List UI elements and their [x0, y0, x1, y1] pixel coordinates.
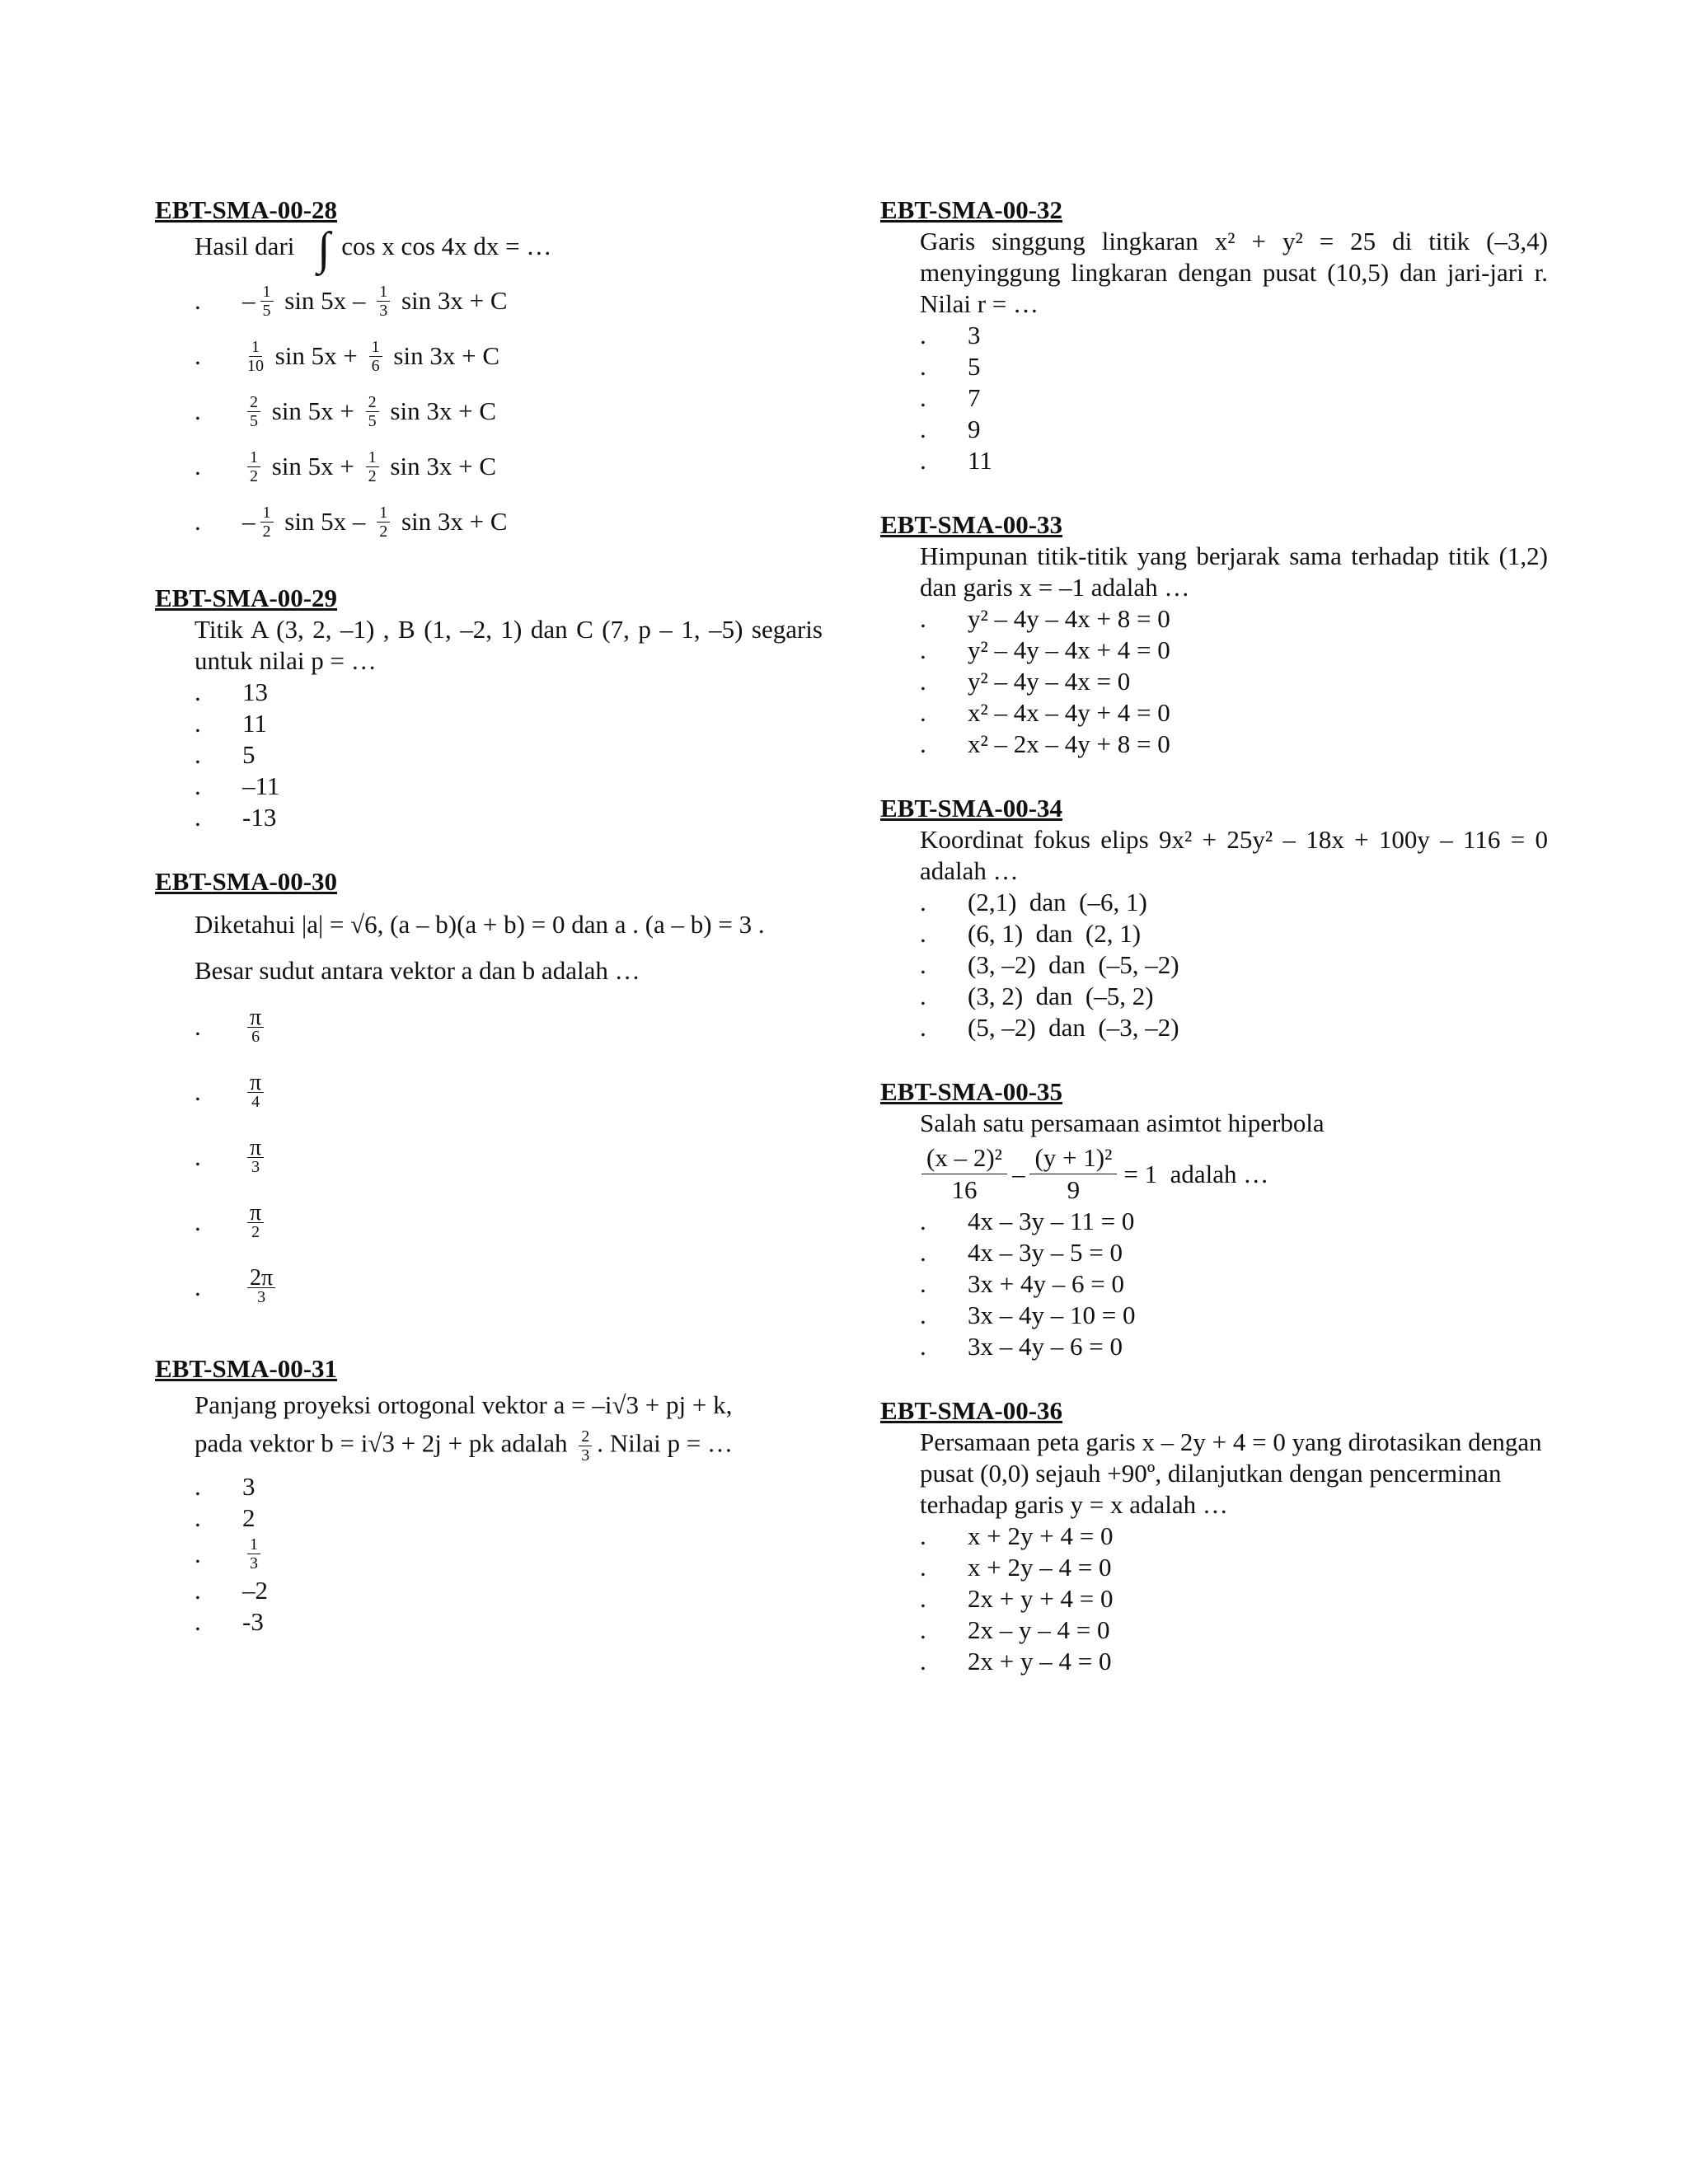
- option-c[interactable]: [195, 739, 823, 771]
- option-marker: .: [195, 1142, 201, 1172]
- option-mid: sin 5x +: [269, 341, 364, 371]
- option-text: 2x + y – 4 = 0: [968, 1647, 1112, 1675]
- option-d[interactable]: [920, 981, 1548, 1012]
- answer-options: [920, 1521, 1548, 1677]
- question-stem: Koordinat fokus elips 9x² + 25y² – 18x + 100y – 116 = 0 adalah …: [920, 825, 1548, 885]
- option-a[interactable]: [920, 1521, 1548, 1552]
- option-marker: .: [195, 452, 201, 481]
- fraction: $\frac{1}{2}$: [377, 504, 390, 541]
- option-text: (3, 2) dan (–5, 2): [968, 982, 1154, 1010]
- fraction: $\frac{\pi}{3}$: [247, 1139, 264, 1176]
- option-marker: .: [195, 677, 201, 706]
- fraction: $\frac{2}{5}$: [366, 393, 379, 430]
- option-sign: –: [242, 507, 256, 537]
- option-marker: .: [920, 1584, 926, 1613]
- option-text: 2: [242, 1502, 256, 1532]
- question-28: [155, 194, 823, 550]
- option-text: 9: [968, 415, 981, 443]
- left-column: [155, 194, 823, 1671]
- option-a[interactable]: [195, 995, 823, 1060]
- option-d[interactable]: [920, 1615, 1548, 1646]
- option-marker: .: [920, 1269, 926, 1298]
- option-marker: .: [920, 635, 926, 664]
- question-30: [155, 866, 823, 1320]
- stem-text: . Nilai p = …: [597, 1428, 734, 1458]
- option-marker: .: [195, 507, 201, 537]
- option-marker: .: [920, 982, 926, 1010]
- integrand: cos x cos 4x dx = …: [341, 232, 552, 260]
- answer-options: [920, 1206, 1548, 1362]
- option-marker: .: [920, 415, 926, 443]
- answer-options: [920, 887, 1548, 1043]
- option-text: 11: [242, 708, 267, 738]
- option-marker: .: [195, 739, 201, 769]
- fraction: $\frac{\pi}{2}$: [247, 1204, 264, 1241]
- option-text: 4x – 3y – 5 = 0: [968, 1238, 1123, 1267]
- fraction: $\frac{1}{3}$: [247, 1535, 260, 1572]
- option-marker: .: [920, 1013, 926, 1042]
- option-e[interactable]: [195, 1255, 823, 1320]
- option-text: x + 2y – 4 = 0: [968, 1553, 1112, 1582]
- option-marker: .: [920, 1238, 926, 1267]
- stem-text: pada vektor b = i√3 + 2j + pk adalah: [195, 1428, 568, 1458]
- stem-line-1: Panjang proyeksi ortogonal vektor a = –i√3 + pj + k,: [195, 1390, 733, 1419]
- fraction: $\frac{1}{2}$: [366, 448, 379, 485]
- option-marker: .: [195, 1077, 201, 1107]
- answer-options: [920, 603, 1548, 760]
- option-marker: .: [920, 1332, 926, 1361]
- question-stem: Titik A (3, 2, –1) , B (1, –2, 1) dan C (7, p – 1, –5) segaris untuk nilai p = …: [195, 614, 823, 675]
- option-e[interactable]: [195, 802, 823, 833]
- question-stem: [195, 909, 823, 987]
- option-c[interactable]: [920, 1583, 1548, 1615]
- option-e[interactable]: [920, 445, 1548, 476]
- question-title: EBT-SMA-00-33: [880, 510, 1063, 539]
- stem-text: Salah satu persamaan asimtot hiperbola: [920, 1108, 1325, 1137]
- option-marker: .: [920, 888, 926, 916]
- integral-sign: ∫: [317, 223, 331, 274]
- option-b[interactable]: [195, 1060, 823, 1125]
- fraction: $\frac{2\pi}{3}$: [247, 1269, 275, 1306]
- option-e[interactable]: [920, 1646, 1548, 1677]
- stem-line-1: Diketahui |a| = √6, (a – b)(a + b) = 0 dan a . (a – b) = 3 .: [195, 909, 765, 939]
- option-tail: sin 3x + C: [383, 396, 497, 426]
- fraction: $\frac{1}{2}$: [260, 504, 274, 541]
- question-36: [880, 1395, 1548, 1677]
- option-text: (5, –2) dan (–3, –2): [968, 1013, 1179, 1042]
- option-marker: .: [195, 1502, 201, 1532]
- option-marker: .: [920, 1553, 926, 1582]
- fraction: $\frac{1}{5}$: [260, 283, 274, 320]
- stem-line-2: [195, 1427, 823, 1465]
- option-d[interactable]: [920, 414, 1548, 445]
- option-d[interactable]: [195, 1190, 823, 1255]
- option-c[interactable]: [195, 384, 823, 439]
- option-marker: .: [920, 667, 926, 696]
- option-marker: .: [920, 1521, 926, 1550]
- question-stem: [195, 223, 823, 274]
- option-e[interactable]: [920, 729, 1548, 760]
- option-marker: .: [920, 950, 926, 979]
- option-text: 7: [968, 383, 981, 412]
- option-text: 5: [968, 352, 981, 381]
- option-a[interactable]: [920, 887, 1548, 918]
- option-marker: .: [920, 446, 926, 475]
- option-marker: .: [195, 1012, 201, 1042]
- minus-sign: –: [1011, 1159, 1025, 1188]
- fraction: $\frac{2}{3}$: [579, 1427, 592, 1465]
- question-31: [155, 1353, 823, 1638]
- option-b[interactable]: [920, 1237, 1548, 1268]
- question-stem: Garis singgung lingkaran x² + y² = 25 di titik (–3,4) menyinggung lingkaran dengan pusat (10,5) dan jari-jari r. Nilai r = …: [920, 227, 1548, 318]
- option-b[interactable]: [195, 708, 823, 739]
- option-d[interactable]: [920, 697, 1548, 729]
- option-c[interactable]: [920, 1268, 1548, 1300]
- option-text: 3x – 4y – 10 = 0: [968, 1301, 1136, 1329]
- fraction: $\frac{1}{6}$: [369, 338, 382, 375]
- option-a[interactable]: [195, 274, 823, 329]
- option-b[interactable]: [920, 918, 1548, 949]
- option-a[interactable]: [920, 1206, 1548, 1237]
- option-text: x² – 2x – 4y + 8 = 0: [968, 729, 1170, 758]
- option-e[interactable]: [920, 1012, 1548, 1043]
- option-marker: .: [920, 1615, 926, 1644]
- question-title: EBT-SMA-00-30: [155, 866, 338, 896]
- option-text: (3, –2) dan (–5, –2): [968, 950, 1179, 979]
- question-title: EBT-SMA-00-36: [880, 1396, 1063, 1425]
- option-marker: .: [920, 383, 926, 412]
- question-stem: [920, 1108, 1548, 1206]
- question-title: EBT-SMA-00-34: [880, 794, 1063, 823]
- question-title: EBT-SMA-00-29: [155, 583, 338, 612]
- answer-options: [920, 320, 1548, 476]
- option-marker: .: [920, 729, 926, 758]
- option-marker: .: [920, 352, 926, 381]
- answer-options: [195, 274, 823, 550]
- fraction: $\frac{\text{(y + 1)²}}{9}$: [1029, 1142, 1117, 1206]
- option-marker: .: [920, 1647, 926, 1675]
- equation-tail: = 1 adalah …: [1123, 1159, 1269, 1188]
- fraction: $\frac{1}{2}$: [247, 448, 260, 485]
- option-marker: .: [920, 698, 926, 727]
- option-marker: .: [195, 1272, 201, 1302]
- option-text: 4x – 3y – 11 = 0: [968, 1207, 1135, 1235]
- option-marker: .: [920, 1301, 926, 1329]
- option-marker: .: [195, 708, 201, 738]
- question-stem: Himpunan titik-titik yang berjarak sama terhadap titik (1,2) dan garis x = –1 adalah …: [920, 541, 1548, 602]
- option-marker: .: [195, 1207, 201, 1237]
- option-b[interactable]: [195, 1502, 823, 1534]
- option-c[interactable]: [920, 382, 1548, 414]
- hyperbola-equation: [920, 1142, 1548, 1206]
- option-c[interactable]: [195, 1534, 823, 1575]
- option-text: 11: [968, 446, 992, 475]
- question-35: [880, 1076, 1548, 1362]
- option-text: y² – 4y – 4x + 8 = 0: [968, 604, 1170, 633]
- option-text: x² – 4x – 4y + 4 = 0: [968, 698, 1170, 727]
- question-title: EBT-SMA-00-31: [155, 1353, 338, 1383]
- option-text: –11: [242, 771, 280, 800]
- option-a[interactable]: [195, 1471, 823, 1502]
- option-b[interactable]: [195, 329, 823, 384]
- option-mid: sin 5x –: [278, 286, 373, 316]
- option-marker: .: [195, 286, 201, 316]
- option-text: -13: [242, 802, 277, 832]
- option-text: 13: [242, 677, 268, 706]
- option-text: –2: [242, 1575, 268, 1605]
- question-title: EBT-SMA-00-28: [155, 195, 338, 224]
- option-b[interactable]: [920, 1552, 1548, 1583]
- option-a[interactable]: [920, 603, 1548, 635]
- option-mid: sin 5x –: [278, 507, 373, 537]
- option-marker: .: [920, 919, 926, 948]
- option-e[interactable]: [195, 494, 823, 550]
- question-title: EBT-SMA-00-32: [880, 195, 1063, 224]
- fraction: $\frac{\text{(x – 2)²}}{16}$: [921, 1142, 1007, 1206]
- option-mid: sin 5x +: [265, 396, 361, 426]
- question-stem: [195, 1390, 823, 1465]
- question-34: [880, 793, 1548, 1043]
- option-text: 2x + y + 4 = 0: [968, 1584, 1114, 1613]
- option-marker: .: [195, 771, 201, 800]
- question-29: [155, 583, 823, 833]
- option-text: 3: [968, 321, 981, 349]
- option-text: 3x + 4y – 6 = 0: [968, 1269, 1124, 1298]
- option-tail: sin 3x + C: [395, 286, 508, 316]
- option-text: (6, 1) dan (2, 1): [968, 919, 1142, 948]
- option-c[interactable]: [195, 1125, 823, 1190]
- fraction: $\frac{2}{5}$: [247, 393, 260, 430]
- stem-prefix: Hasil dari: [195, 232, 295, 260]
- option-d[interactable]: [195, 771, 823, 802]
- option-marker: .: [920, 321, 926, 349]
- question-stem: Persamaan peta garis x – 2y + 4 = 0 yang dirotasikan dengan pusat (0,0) sejauh +90º, dilanjutkan dengan pencerminan terhadap garis y = x adalah …: [920, 1427, 1542, 1519]
- stem-line-2: Besar sudut antara vektor a dan b adalah …: [195, 955, 640, 985]
- option-text: x + 2y + 4 = 0: [968, 1521, 1114, 1550]
- option-mid: sin 5x +: [265, 452, 361, 481]
- option-marker: .: [195, 1606, 201, 1636]
- option-marker: .: [195, 1575, 201, 1605]
- option-text: 5: [242, 739, 256, 769]
- question-33: [880, 509, 1548, 760]
- answer-options: [195, 995, 823, 1320]
- fraction: $\frac{1}{10}$: [247, 337, 264, 375]
- option-text: 3x – 4y – 6 = 0: [968, 1332, 1123, 1361]
- option-marker: .: [195, 341, 201, 371]
- option-marker: .: [195, 1539, 201, 1568]
- option-e[interactable]: [195, 1606, 823, 1638]
- option-b[interactable]: [920, 351, 1548, 382]
- option-d[interactable]: [195, 439, 823, 494]
- option-d[interactable]: [920, 1300, 1548, 1331]
- option-d[interactable]: [195, 1575, 823, 1606]
- option-text: y² – 4y – 4x = 0: [968, 667, 1131, 696]
- option-a[interactable]: [920, 320, 1548, 351]
- option-marker: .: [920, 1207, 926, 1235]
- option-text: 2x – y – 4 = 0: [968, 1615, 1110, 1644]
- option-text: (2,1) dan (–6, 1): [968, 888, 1147, 916]
- option-e[interactable]: [920, 1331, 1548, 1362]
- option-c[interactable]: [920, 666, 1548, 697]
- option-marker: .: [195, 1471, 201, 1501]
- option-text: y² – 4y – 4x + 4 = 0: [968, 635, 1170, 664]
- option-marker: .: [195, 396, 201, 426]
- option-text: 3: [242, 1471, 256, 1501]
- answer-options: [195, 677, 823, 833]
- option-tail: sin 3x + C: [383, 452, 497, 481]
- option-tail: sin 3x + C: [387, 341, 500, 371]
- question-32: [880, 194, 1548, 476]
- option-b[interactable]: [920, 635, 1548, 666]
- answer-options: [195, 1471, 823, 1638]
- option-c[interactable]: [920, 949, 1548, 981]
- option-text: -3: [242, 1606, 264, 1636]
- option-sign: –: [242, 286, 256, 316]
- option-marker: .: [195, 802, 201, 832]
- option-tail: sin 3x + C: [395, 507, 508, 537]
- fraction: $\frac{\pi}{6}$: [247, 1009, 264, 1046]
- option-a[interactable]: [195, 677, 823, 708]
- question-title: EBT-SMA-00-35: [880, 1077, 1063, 1106]
- fraction: $\frac{\pi}{4}$: [247, 1074, 264, 1111]
- right-column: [880, 194, 1548, 1710]
- fraction: $\frac{1}{3}$: [377, 283, 390, 320]
- option-marker: .: [920, 604, 926, 633]
